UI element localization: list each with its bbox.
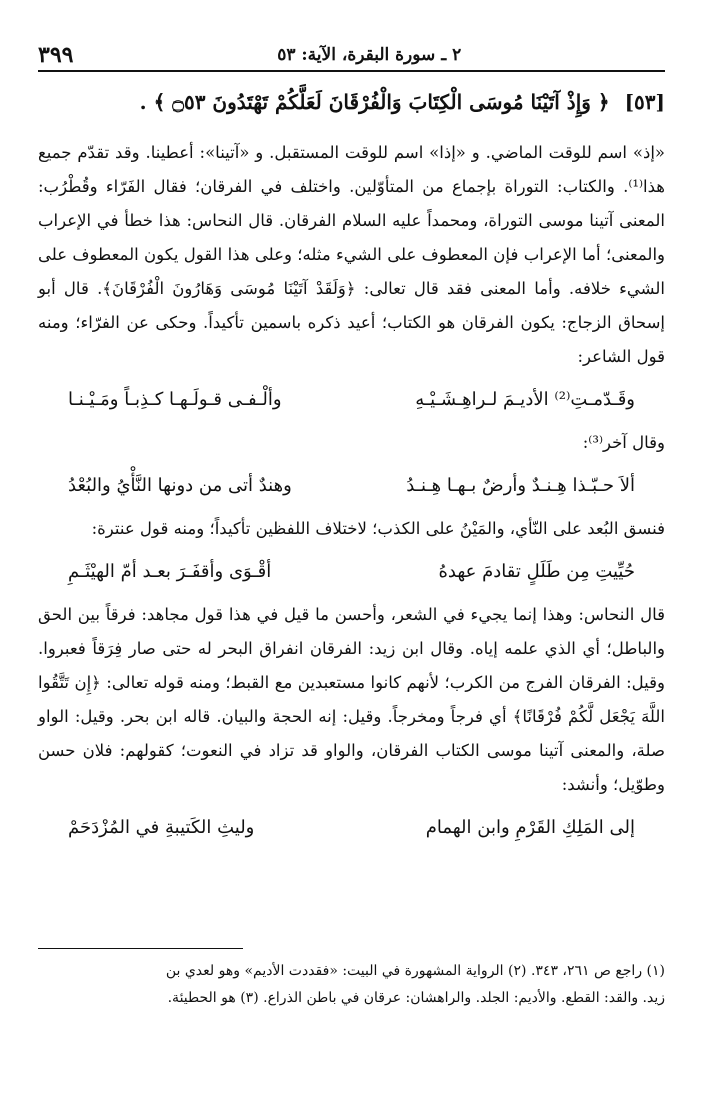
paragraph: «إذ» اسم للوقت الماضي. و «إذا» اسم للوقت المستقبل. و «آتينا»: أعطينا. وقد تقدّم جميع هذا⁽¹⁾. والكتاب: التوراة بإجماع من المتأوّلين. واختلف في الفرقان؛ فقال الفَرّاء وقُطْرُب: المعنى آتينا موسى التوراة، ومحمداً عليه السلام الفرقان. قال النحاس: هذا خطأ في الإعراب والمعنى؛ أما الإعراب فإن المعطوف على الشيء مثله؛ وعلى هذا القول يكون المعطوف على الشيء خلافه. وأما المعنى فقد قال تعالى: ﴿وَلَقَدْ آتَيْنَا مُوسَى وَهَارُونَ الْفُرْقَانَ﴾. قال أبو إسحاق الزجاج: يكون الفرقان هو الكتاب؛ أعيد ذكره باسمين تأكيداً. وحكى عن الفرّاء؛ ومنه قول الشاعر: — [38, 143, 665, 366]
footnote-line: زيد. والقد: القطع. والأديم: الجلد. والراهشان: عرقان في باطن الذراع. (٣) هو الحطيئة. — [167, 990, 665, 1006]
poem-hemistich-right: وقَـدّمـتِ⁽²⁾ الأديـمَ لـراهِـشَـيْـهِ — [415, 389, 635, 410]
footnote-divider — [38, 948, 243, 949]
verse-text: ﴿ وَإِذْ آتَيْنَا مُوسَى الْكِتَابَ وَالْفُرْقَانَ لَعَلَّكُمْ تَهْتَدُونَ ۝٥٣ ﴾ . — [139, 90, 610, 114]
poem-verse — [38, 802, 665, 854]
poem-verse — [38, 460, 665, 512]
poem-verse — [38, 374, 665, 426]
paragraph: قال النحاس: وهذا إنما يجيء في الشعر، وأحسن ما قيل في هذا قول مجاهد: فرقاً بين الحق والباطل؛ أي الذي علمه إياه. وقال ابن زيد: الفرقان انفراق البحر له حتى صار فِرَقاً فعبروا. وقيل: الفرقان الفرج من الكرب؛ لأنهم كانوا مستعبدين مع القبط؛ ومنه قوله تعالى: ﴿إِن تَتَّقُوا اللَّهَ يَجْعَل لَّكُمْ فُرْقَانًا﴾ أي فرجاً ومخرجاً. وقيل: إنه الحجة والبيان. قاله ابن بحر. وقيل: الواو صلة، والمعنى آتينا موسى الكتاب الفرقان، والواو قد تزاد في النعوت؛ كقولهم: فلان حسن وطوّيل؛ وأنشد: — [38, 605, 666, 794]
poem-hemistich-right: حُيِّيتِ مِن طَلَلٍ تقادمَ عهدهُ — [438, 561, 635, 582]
poem-hemistich-left: وألْـفـى قـولَـهـا كـذِبـاً ومَـيْـنـا — [68, 389, 282, 410]
poem-hemistich-right: ألاَ حـبّـذا هِـنـدٌ وأرضٌ بـهـا هِـنـدُ — [406, 475, 635, 496]
verse-heading — [38, 84, 665, 120]
poem-hemistich-left: وليثِ الكَتيبةِ في المُزْدَحَمْ — [68, 817, 255, 838]
footnote-line: (١) راجع ص ٢٦١، ٣٤٣. (٢) الرواية المشهورة في البيت: «فقددت الأديم» وهو لعدي بن — [165, 963, 665, 979]
footnotes — [38, 958, 665, 1012]
paragraph: وقال آخر⁽³⁾: — [582, 433, 665, 452]
poem-hemistich-left: أقْـوَى وأقفَـرَ بعـد أمّ الهيْثَـمِ — [68, 561, 272, 582]
poem-hemistich-right: إلى المَلِكِ القَرْمِ وابن الهمام — [425, 817, 635, 838]
verse-number: [٥٣] — [624, 90, 665, 114]
page-number: ٣٩٩ — [38, 42, 74, 68]
paragraph: فنسق البُعد على النّأي، والمَيْنُ على الكذب؛ لاختلاف اللفظين تأكيداً؛ ومنه قول عنترة: — [91, 519, 665, 538]
commentary-body — [38, 136, 665, 854]
poem-verse — [38, 546, 665, 598]
page-header — [38, 40, 665, 72]
running-title: ٢ ـ سورة البقرة، الآية: ٥٣ — [277, 45, 462, 65]
poem-hemistich-left: وهندٌ أتى من دونها النَّأْيُ والبُعْدُ — [68, 475, 292, 496]
